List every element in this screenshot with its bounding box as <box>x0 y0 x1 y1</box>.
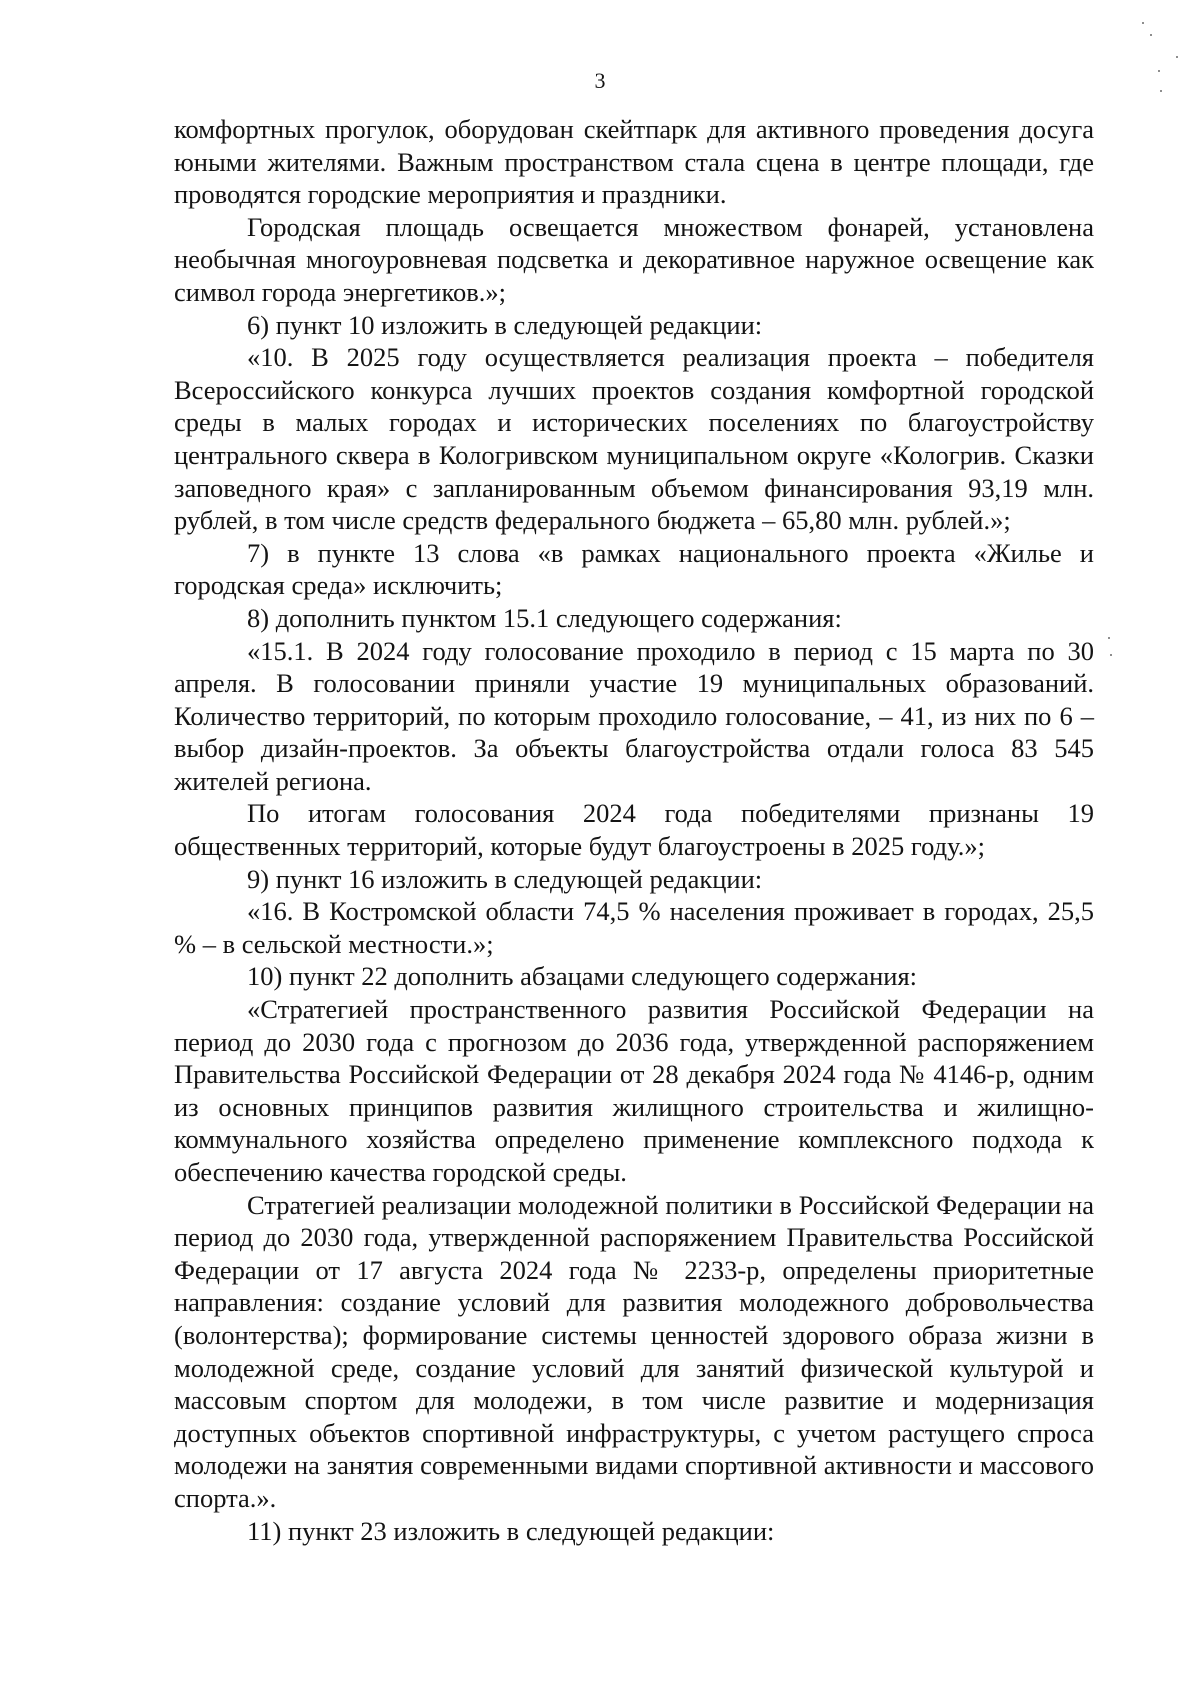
paragraph-point-10: «10. В 2025 году осуществляется реализация проекта – победителя Всероссийского конкурса лучших проектов создания комфортной городской среды в малых городах и исторических поселениях по благоустройству центрального сквера в Кологривском муниципальном округе «Кологрив. Сказки заповедного края» с запланированным объемом финансирования 93,19 млн. рублей, в том числе средств федерального бюджета – 65,80 млн. рублей.»; <box>174 342 1094 536</box>
paragraph-continuation: комфортных прогулок, оборудован скейтпарк для активного проведения досуга юными жителями. Важным пространством стала сцена в центре площади, где проводятся городские мероприятия и праздники. <box>174 114 1094 210</box>
paragraph-youth-policy-strategy: Стратегией реализации молодежной политики в Российской Федерации на период до 2030 года, утвержденной распоряжением Правительства Российской Федерации от 17 августа 2024 года № 2233-р, определены приоритетные направления: создание условий для развития молодежного добровольчества (волонтерства); формирование системы ценностей здорового образа жизни в молодежной среде, создание условий для занятий физической культурой и массовым спортом для молодежи, в том числе развитие и модернизация доступных объектов спортивной инфраструктуры, с учетом растущего спроса молодежи на занятия современными видами спортивной активности и массового спорта.». <box>174 1189 1094 1513</box>
scan-speck <box>1158 70 1160 72</box>
scan-speck <box>1160 90 1162 92</box>
paragraph-item-11: 11) пункт 23 изложить в следующей редакции: <box>247 1515 775 1546</box>
paragraph-point-15-1: «15.1. В 2024 году голосование проходило в период с 15 марта по 30 апреля. В голосовании приняли участие 19 муниципальных образований. Количество территорий, по которым проходило голосование, – 41, из них по 6 – выбор дизайн-проектов. За объекты благоустройства отдали голоса 83 545 жителей региона. <box>174 635 1094 796</box>
paragraph-item-7: 7) в пункте 13 слова «в рамках национального проекта «Жилье и городская среда» исключить; <box>174 537 1094 601</box>
page-number: 3 <box>594 68 606 93</box>
document-body <box>174 113 1094 1547</box>
paragraph-item-10: 10) пункт 22 дополнить абзацами следующего содержания: <box>247 961 918 992</box>
paragraph-item-8: 8) дополнить пунктом 15.1 следующего содержания: <box>247 602 842 633</box>
paragraph-item-9: 9) пункт 16 изложить в следующей редакции: <box>247 863 763 894</box>
paragraph-item-6: 6) пункт 10 изложить в следующей редакции: <box>247 309 763 340</box>
scan-speck <box>1176 56 1178 58</box>
scan-speck <box>1142 22 1144 24</box>
paragraph-city-square-lighting: Городская площадь освещается множеством фонарей, установлена необычная многоуровневая подсветка и декоративное наружное освещение как символ города энергетиков.»; <box>174 211 1094 307</box>
paragraph-spatial-development-strategy: «Стратегией пространственного развития Российской Федерации на период до 2030 года с прогнозом до 2036 года, утвержденной распоряжением Правительства Российской Федерации от 28 декабря 2024 года № 4146-р, одним из основных принципов развития жилищного строительства и жилищно-коммунального хозяйства определено применение комплексного подхода к обеспечению качества городской среды. <box>174 994 1094 1187</box>
paragraph-voting-results: По итогам голосования 2024 года победителями признаны 19 общественных территорий, которые будут благоустроены в 2025 году.»; <box>174 798 1094 862</box>
scan-speck <box>1150 34 1152 36</box>
scan-speck <box>1110 654 1112 656</box>
paragraph-point-16: «16. В Костромской области 74,5 % населения проживает в городах, 25,5 % – в сельской местности.»; <box>174 896 1094 959</box>
scan-speck <box>1108 637 1110 639</box>
